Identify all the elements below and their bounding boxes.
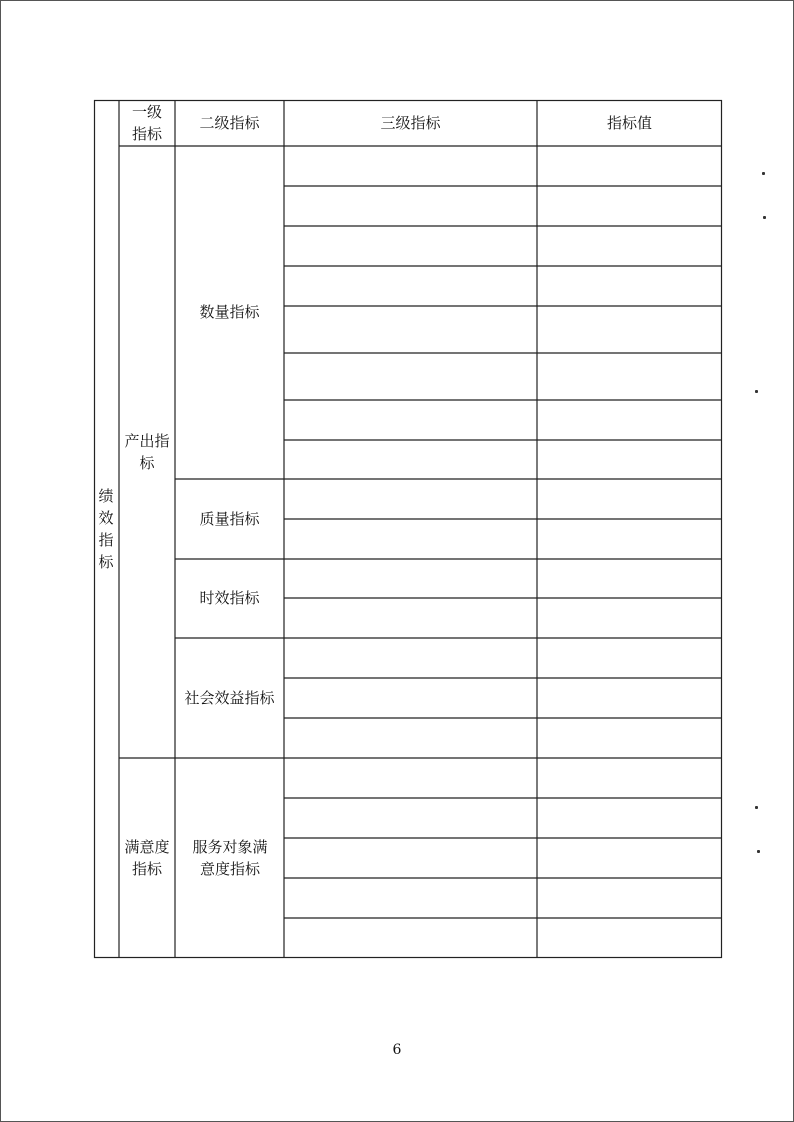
outer-label-performance <box>94 485 118 573</box>
page-number: 6 <box>392 1042 402 1058</box>
level2-timeliness-indicator: 时效指标 <box>199 589 260 607</box>
level2-service-satisfaction-indicator: 服务对象满意度指标 <box>192 838 268 878</box>
scan-speck <box>763 216 766 219</box>
performance-indicator-table <box>94 100 722 958</box>
header-level3: 三级指标 <box>380 114 441 132</box>
header-level1: 一级指标 <box>131 103 162 143</box>
level2-social-benefit-indicator: 社会效益指标 <box>184 689 275 707</box>
row-lines <box>284 186 722 918</box>
header-value: 指标值 <box>606 114 652 132</box>
level2-quantity-indicator: 数量指标 <box>199 303 260 321</box>
scan-speck <box>755 390 758 393</box>
header-level2: 二级指标 <box>199 114 260 132</box>
scan-speck <box>757 850 760 853</box>
scan-speck <box>755 806 758 809</box>
scan-speck <box>762 172 765 175</box>
level1-output-indicator: 产出指标 <box>124 432 170 472</box>
level2-quality-indicator: 质量指标 <box>199 510 260 528</box>
outer-label-text: 绩效指标 <box>98 487 114 571</box>
level1-satisfaction-indicator: 满意度指标 <box>124 838 170 878</box>
